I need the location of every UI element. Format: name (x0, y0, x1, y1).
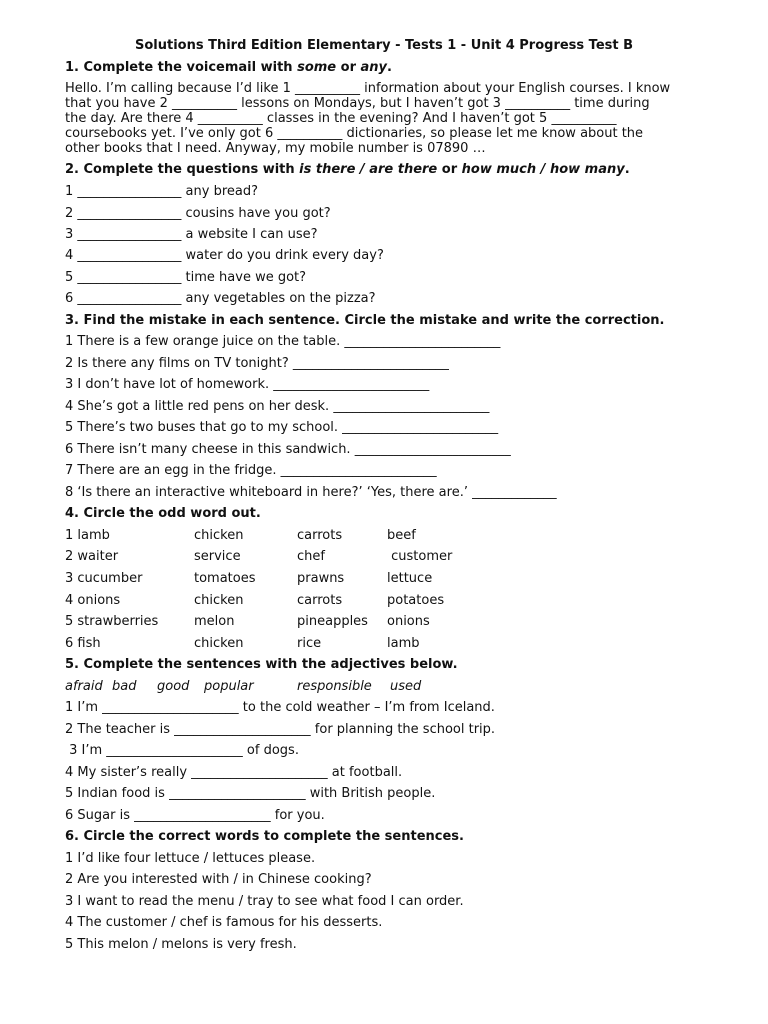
odd-word-cell: pineapples (297, 614, 368, 629)
mistake-item: 7 There are an egg in the fridge. ________________________ (65, 463, 437, 478)
odd-word-cell: chicken (194, 528, 244, 543)
adjective-word: good (157, 679, 190, 694)
question-item: 5 ________________ time have we got? (65, 270, 307, 285)
odd-word-cell: onions (387, 614, 430, 629)
adjective-word: afraid (65, 679, 103, 694)
odd-word-cell: 2 waiter (65, 549, 119, 564)
question-item: 6 ________________ any vegetables on the pizza? (65, 291, 376, 306)
mistake-item: 3 I don’t have lot of homework. ________________________ (65, 377, 430, 392)
odd-word-cell: service (194, 549, 241, 564)
odd-word-cell: customer (387, 549, 453, 564)
odd-word-cell: 6 fish (65, 636, 101, 651)
voicemail-line: the day. Are there 4 __________ classes in the evening? And I haven’t got 5 __________ (65, 111, 617, 126)
odd-word-cell: potatoes (387, 593, 445, 608)
adjective-item: 4 My sister’s really _____________________ at football. (65, 765, 403, 780)
section-6-heading: 6. Circle the correct words to complete the sentences. (65, 829, 464, 844)
adjective-word: popular (204, 679, 254, 694)
mistake-item: 6 There isn’t many cheese in this sandwich. ________________________ (65, 442, 511, 457)
mistake-item: 8 ‘Is there an interactive whiteboard in here?’ ‘Yes, there are.’ _____________ (65, 485, 557, 500)
voicemail-line: Hello. I’m calling because I’d like 1 __________ information about your English courses. I know (65, 81, 671, 96)
voicemail-line: coursebooks yet. I’ve only got 6 __________ dictionaries, so please let me know about the (65, 126, 644, 141)
section-2-heading: 2. Complete the questions with is there / are there or how much / how many. (65, 162, 630, 177)
voicemail-line: other books that I need. Anyway, my mobile number is 07890 … (65, 141, 486, 156)
correct-word-item: 4 The customer / chef is famous for his desserts. (65, 915, 383, 930)
mistake-item: 1 There is a few orange juice on the table. ________________________ (65, 334, 501, 349)
voicemail-line: that you have 2 __________ lessons on Mondays, but I haven’t got 3 __________ time during (65, 96, 650, 111)
odd-word-cell: lettuce (387, 571, 433, 586)
adjective-item: 6 Sugar is _____________________ for you. (65, 808, 325, 823)
odd-word-cell: prawns (297, 571, 345, 586)
correct-word-item: 5 This melon / melons is very fresh. (65, 937, 297, 952)
adjective-word: bad (112, 679, 137, 694)
adjective-word: responsible (297, 679, 372, 694)
adjective-item: 1 I’m _____________________ to the cold weather – I’m from Iceland. (65, 700, 495, 715)
mistake-item: 4 She’s got a little red pens on her desk. ________________________ (65, 399, 490, 414)
odd-word-cell: lamb (387, 636, 420, 651)
adjective-item: 3 I’m _____________________ of dogs. (65, 743, 299, 758)
mistake-item: 2 Is there any films on TV tonight? ________________________ (65, 356, 449, 371)
section-1-heading: 1. Complete the voicemail with some or any. (65, 60, 392, 75)
odd-word-cell: rice (297, 636, 322, 651)
odd-word-cell: tomatoes (194, 571, 256, 586)
adjective-word: used (390, 679, 422, 694)
odd-word-cell: beef (387, 528, 416, 543)
odd-word-cell: chicken (194, 636, 244, 651)
odd-word-cell: chicken (194, 593, 244, 608)
odd-word-cell: melon (194, 614, 235, 629)
correct-word-item: 2 Are you interested with / in Chinese cooking? (65, 872, 372, 887)
odd-word-cell: carrots (297, 528, 343, 543)
odd-word-cell: carrots (297, 593, 343, 608)
section-5-heading: 5. Complete the sentences with the adjectives below. (65, 657, 458, 672)
adjective-item: 2 The teacher is _____________________ for planning the school trip. (65, 722, 496, 737)
correct-word-item: 3 I want to read the menu / tray to see what food I can order. (65, 894, 464, 909)
odd-word-cell: 4 onions (65, 593, 121, 608)
section-3-heading: 3. Find the mistake in each sentence. Circle the mistake and write the correction. (65, 313, 665, 328)
odd-word-cell: 5 strawberries (65, 614, 159, 629)
page-title: Solutions Third Edition Elementary - Tests 1 - Unit 4 Progress Test B (134, 38, 634, 53)
adjective-item: 5 Indian food is _____________________ with British people. (65, 786, 436, 801)
question-item: 3 ________________ a website I can use? (65, 227, 318, 242)
section-4-heading: 4. Circle the odd word out. (65, 506, 261, 521)
odd-word-cell: 1 lamb (65, 528, 110, 543)
mistake-item: 5 There’s two buses that go to my school. ________________________ (65, 420, 499, 435)
question-item: 2 ________________ cousins have you got? (65, 206, 331, 221)
odd-word-cell: 3 cucumber (65, 571, 143, 586)
question-item: 1 ________________ any bread? (65, 184, 258, 199)
odd-word-cell: chef (297, 549, 325, 564)
question-item: 4 ________________ water do you drink every day? (65, 248, 384, 263)
correct-word-item: 1 I’d like four lettuce / lettuces please. (65, 851, 316, 866)
